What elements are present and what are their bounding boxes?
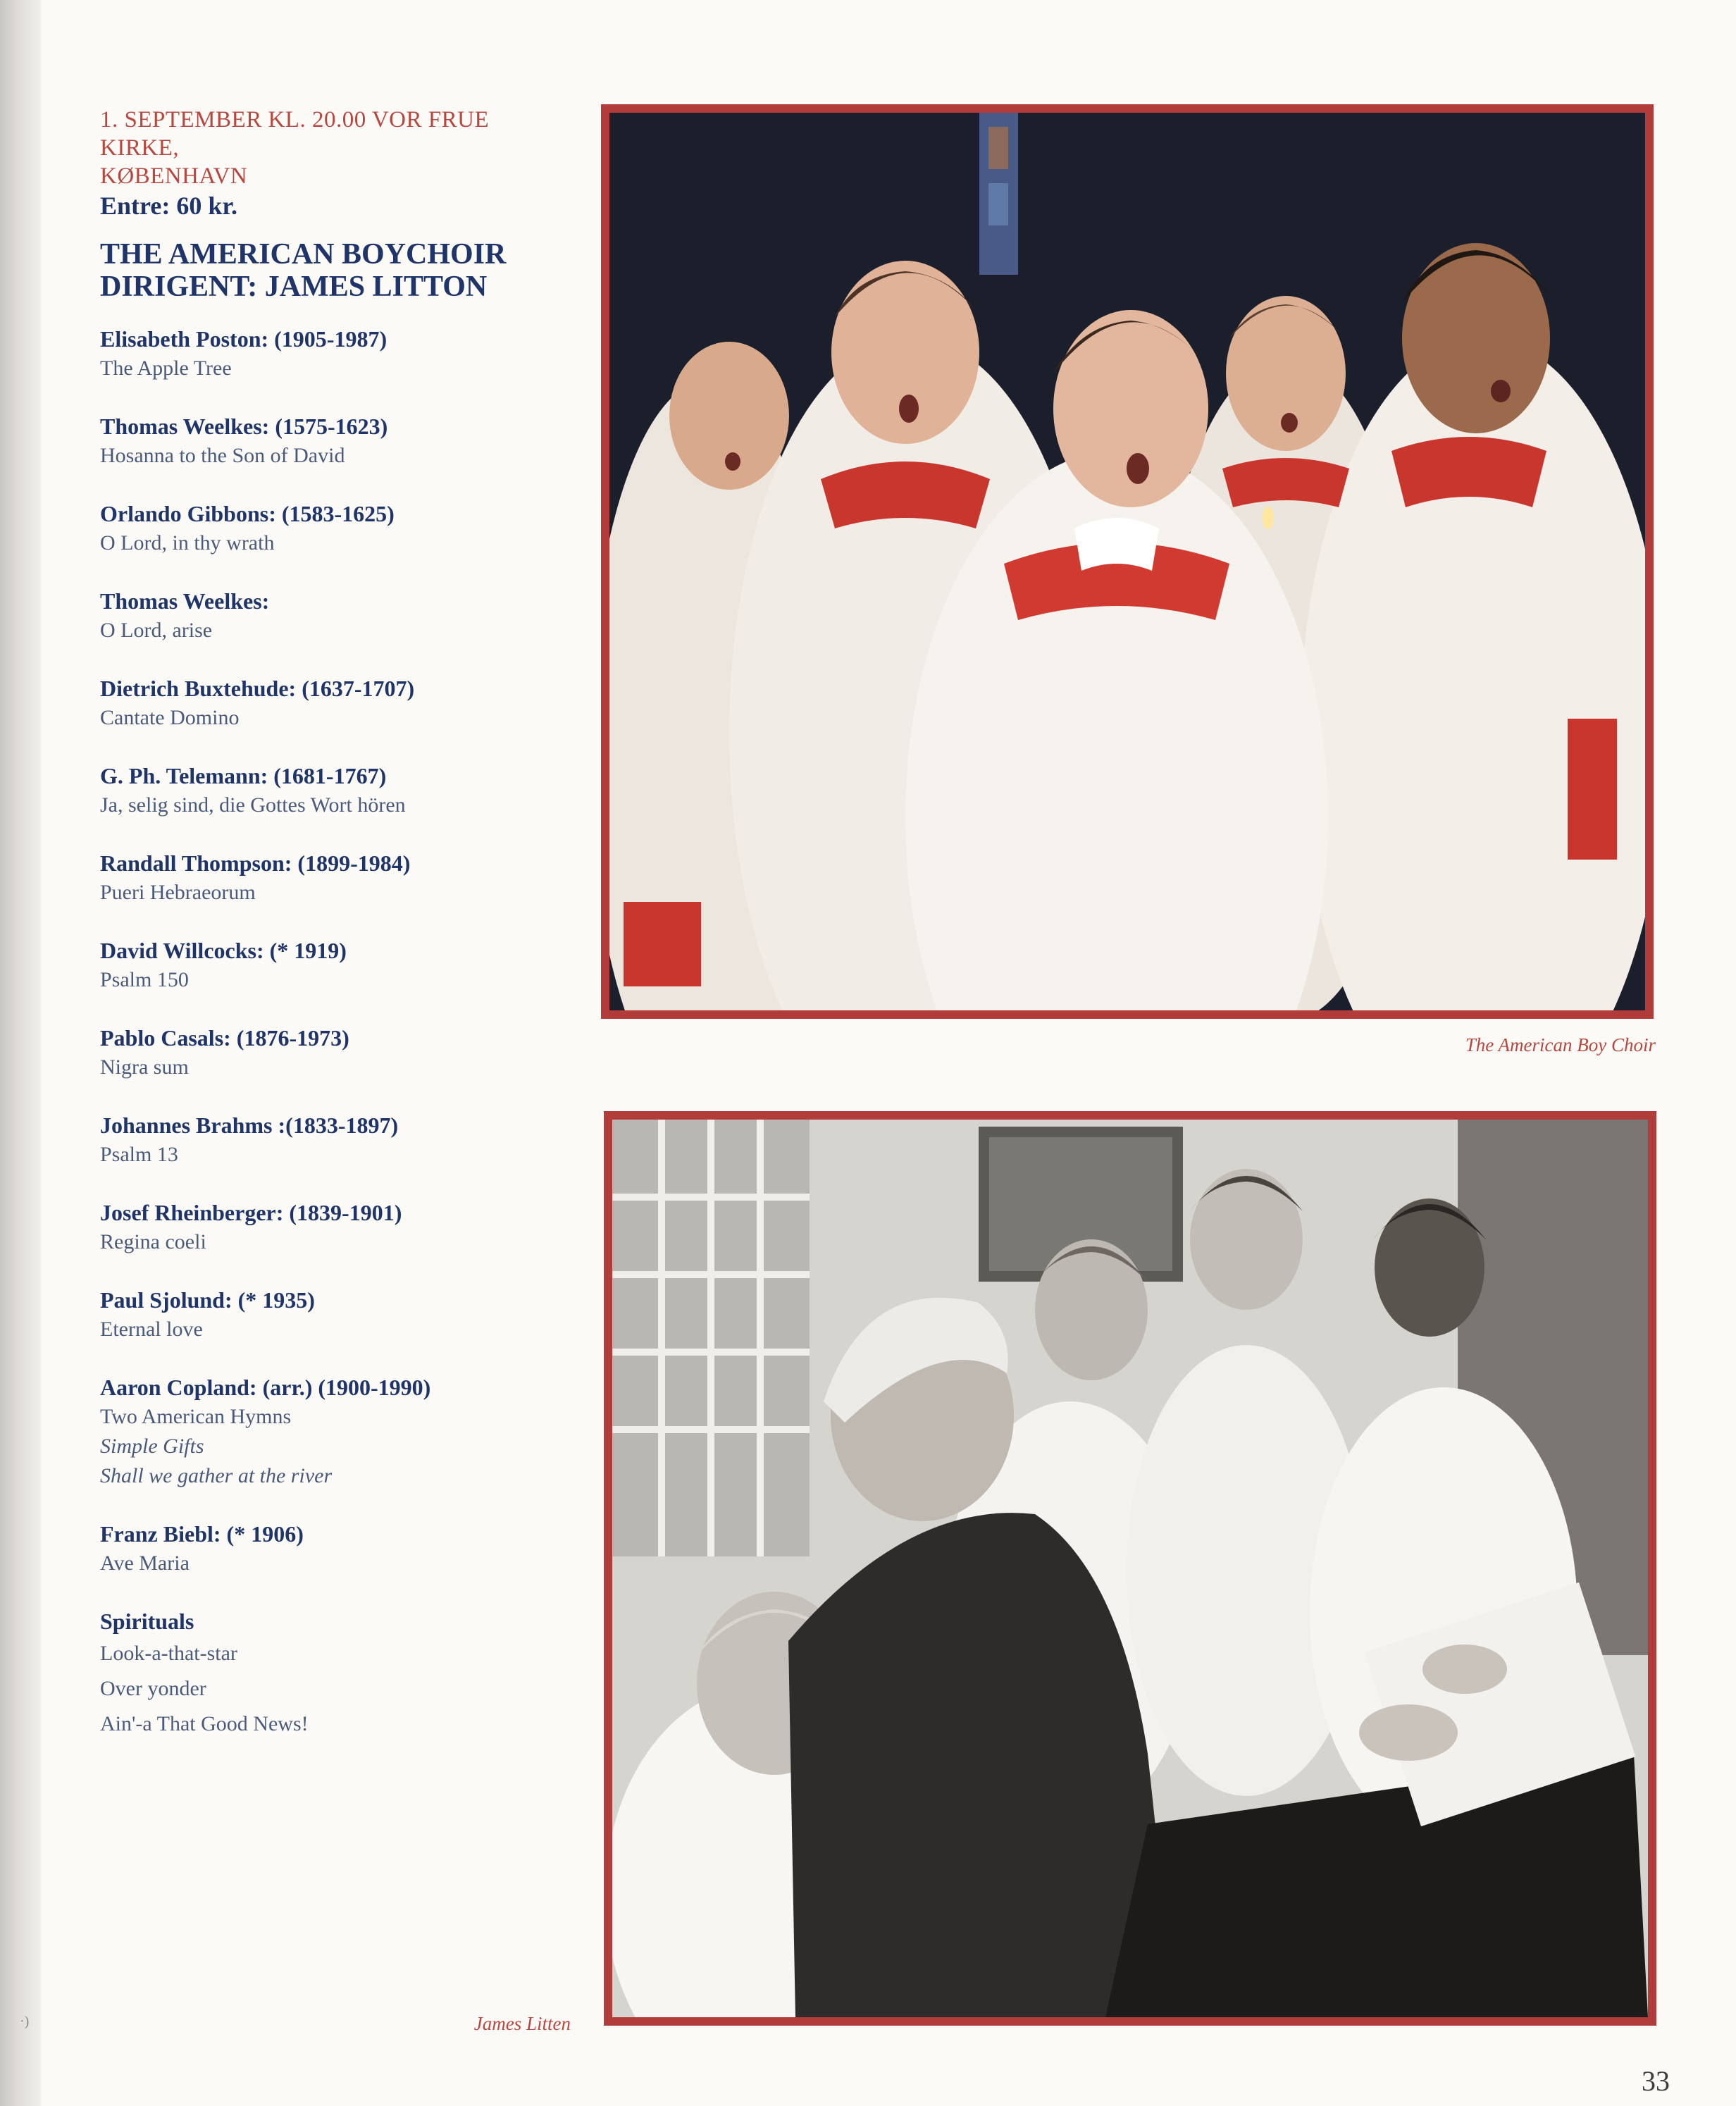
program-item <box>100 1285 565 1344</box>
program-item <box>100 936 565 995</box>
program-item <box>100 674 565 733</box>
piece-title: Psalm 150 <box>100 968 189 991</box>
piece-title: Look-a-that-star <box>100 1642 237 1665</box>
program-item <box>100 1606 565 1742</box>
conductor-photo-illustration <box>612 1120 1648 2017</box>
event-city: KØBENHAVN <box>100 163 248 189</box>
choir-photo-caption: The American Boy Choir <box>1465 1034 1656 1055</box>
composer-name: Spirituals <box>100 1609 194 1634</box>
piece-title: O Lord, in thy wrath <box>100 531 275 555</box>
composer-name: Elisabeth Poston: (1905-1987) <box>100 326 388 352</box>
piece-title: The Apple Tree <box>100 357 232 380</box>
composer-name: Aaron Copland: (arr.) (1900-1990) <box>100 1375 431 1400</box>
program-item <box>100 1023 565 1082</box>
choir-title: THE AMERICAN BOYCHOIR <box>100 238 507 271</box>
piece-title: Ain'-a That Good News! <box>100 1712 309 1735</box>
piece-subtitle: Simple Gifts <box>100 1435 204 1458</box>
piece-title: Ave Maria <box>100 1551 190 1575</box>
piece-title: Over yonder <box>100 1677 206 1700</box>
piece-title: Pueri Hebraeorum <box>100 881 256 904</box>
program-item <box>100 848 565 908</box>
conductor-photo <box>604 1111 1656 2026</box>
piece-title: Cantate Domino <box>100 706 240 729</box>
program-list <box>100 324 565 1742</box>
program-item <box>100 761 565 820</box>
piece-subtitle: Shall we gather at the river <box>100 1464 333 1487</box>
piece-title: Nigra sum <box>100 1055 189 1079</box>
composer-name: Josef Rheinberger: (1839-1901) <box>100 1200 402 1225</box>
composer-name: Thomas Weelkes: (1575-1623) <box>100 414 388 439</box>
program-item <box>100 324 565 383</box>
program-item <box>100 1373 565 1491</box>
composer-name: David Willcocks: (* 1919) <box>100 938 347 963</box>
composer-name: Pablo Casals: (1876-1973) <box>100 1025 349 1051</box>
concert-info-column <box>100 106 565 1770</box>
program-item <box>100 1519 565 1578</box>
program-item <box>100 1198 565 1257</box>
margin-mark: ·) <box>20 2014 30 2029</box>
page-number: 33 <box>1642 2065 1670 2097</box>
piece-title: Regina coeli <box>100 1230 206 1253</box>
composer-name: Thomas Weelkes: <box>100 588 270 614</box>
program-item <box>100 411 565 471</box>
composer-name: Paul Sjolund: (* 1935) <box>100 1287 315 1313</box>
composer-name: Johannes Brahms :(1833-1897) <box>100 1113 399 1138</box>
program-item <box>100 586 565 645</box>
choir-photo-illustration <box>609 113 1645 1010</box>
book-spine-shadow <box>0 0 41 2106</box>
conductor-title: DIRIGENT: JAMES LITTON <box>100 271 488 303</box>
composer-name: Orlando Gibbons: (1583-1625) <box>100 501 395 526</box>
piece-title: Eternal love <box>100 1318 203 1341</box>
piece-title: Ja, selig sind, die Gottes Wort hören <box>100 793 406 817</box>
piece-title: O Lord, arise <box>100 619 213 642</box>
piece-title: Psalm 13 <box>100 1143 178 1166</box>
entry-price: Entre: 60 kr. <box>100 192 238 220</box>
program-item <box>100 1110 565 1170</box>
choir-photo <box>601 104 1654 1019</box>
event-date-location: 1. SEPTEMBER KL. 20.00 VOR FRUE KIRKE, <box>100 107 490 161</box>
program-item <box>100 499 565 558</box>
composer-name: Randall Thompson: (1899-1984) <box>100 850 411 876</box>
composer-name: G. Ph. Telemann: (1681-1767) <box>100 763 387 788</box>
conductor-photo-caption: James Litten <box>473 2013 571 2034</box>
piece-title: Two American Hymns <box>100 1405 292 1428</box>
composer-name: Dietrich Buxtehude: (1637-1707) <box>100 676 415 701</box>
composer-name: Franz Biebl: (* 1906) <box>100 1521 304 1547</box>
piece-title: Hosanna to the Son of David <box>100 444 345 467</box>
